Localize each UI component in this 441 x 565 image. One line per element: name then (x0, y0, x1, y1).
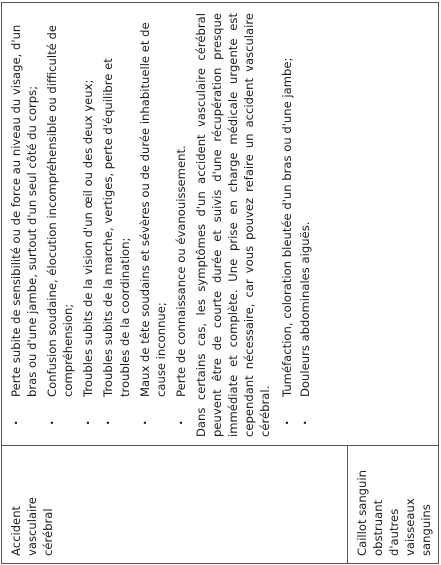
note-paragraph: Dans certains cas, les symptômes d'un accident vasculaire cérébral peuvent être de courte durée et suivis d'une récupération presque immédiate et complète. Une prise en charge médicale urgente est cependant nécessaire, car vous pouvez refaire un accident vasculaire cérébral. (193, 13, 273, 437)
list-item: · Perte subite de sensibilité ou de force au niveau du visage, d'un bras ou d'une jambe, surtout d'un seul côté du corps; (8, 13, 40, 437)
list-item: · Maux de tête soudains et sévères ou de durée inhabituelle et de cause inconnue; (137, 13, 169, 437)
list-item: · Douleurs abdominales aiguës. (297, 13, 313, 437)
symptom-table (1, 2, 439, 564)
symptom-list (279, 13, 312, 437)
condition-label: Accident vasculaire cérébral (9, 497, 56, 556)
condition-cell (2, 446, 348, 564)
list-item: · Tuméfaction, coloration bleutée d'un bras ou d'une jambe; (279, 13, 295, 437)
list-item: · Troubles subits de la marche, vertiges, perte d'équilibre et troubles de la coordination; (100, 13, 132, 437)
condition-cell (347, 446, 438, 564)
table-row (2, 3, 348, 564)
symptoms-cell (2, 3, 439, 446)
list-item: · Confusion soudaine, élocution incompréhensible ou difficulté de compréhension; (44, 13, 76, 437)
condition-label: Caillot sanguin obstruant d'autres vaisseaux sanguins (354, 470, 433, 556)
symptom-list (8, 13, 189, 437)
list-item: · Perte de connaissance ou évanouissement. (173, 13, 189, 437)
list-item: · Troubles subits de la vision d'un œil ou des deux yeux; (80, 13, 96, 437)
